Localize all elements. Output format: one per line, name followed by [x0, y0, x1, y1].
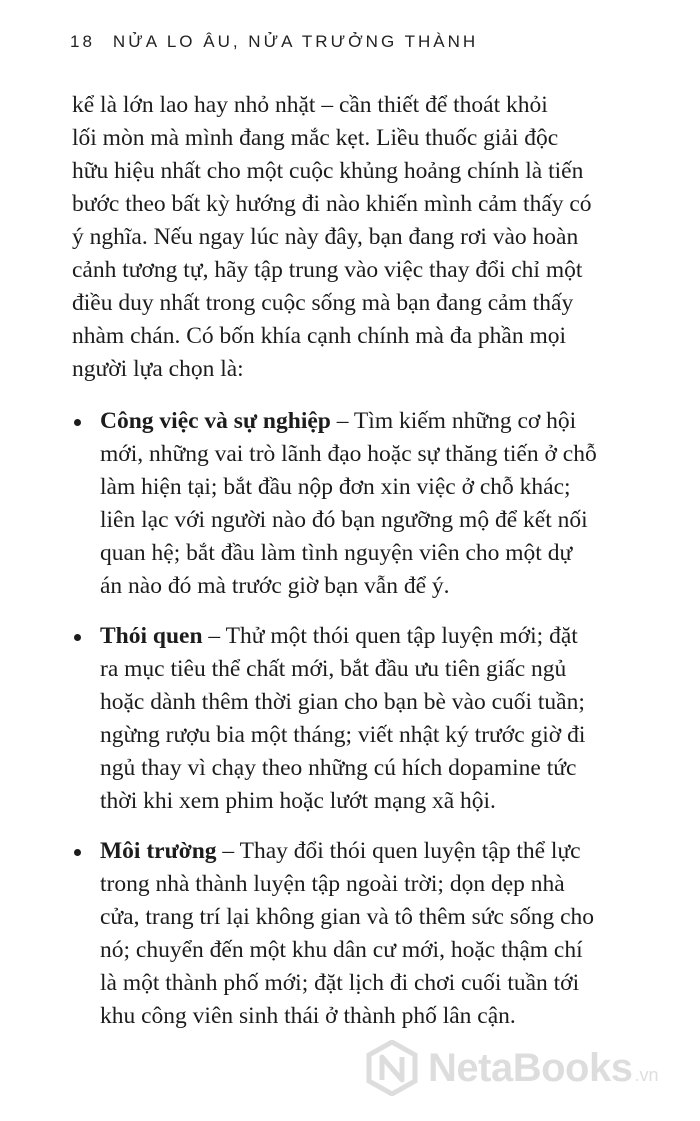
text-line: khu công viên sinh thái ở thành phố lân cận. — [100, 1003, 516, 1029]
netabooks-logo-icon — [364, 1040, 420, 1096]
text-line: mới, những vai trò lãnh đạo hoặc sự thăng tiến ở chỗ — [100, 441, 597, 467]
text-line: cửa, trang trí lại không gian và tô thêm sức sống cho — [100, 904, 595, 930]
running-title: NỬA LO ÂU, NỬA TRƯỞNG THÀNH — [112, 32, 479, 51]
text-line: trong nhà thành luyện tập ngoài trời; dọn dẹp nhà — [100, 871, 565, 897]
bullet-item-career — [72, 406, 657, 601]
text-line: là một thành phố mới; đặt lịch đi chơi cuối tuần tới — [100, 970, 580, 996]
bullet-list — [72, 406, 657, 1031]
bullet-dot-icon — [74, 849, 81, 856]
text-line: quan hệ; bắt đầu làm tình nguyện viên cho một dự — [100, 540, 573, 566]
bullet-dot-icon — [74, 419, 81, 426]
text-line: lối mòn mà mình đang mắc kẹt. Liều thuốc giải độc — [72, 125, 559, 151]
text-line: liên lạc với người nào đó bạn ngưỡng mộ để kết nối — [100, 507, 588, 533]
text-line: án nào đó mà trước giờ bạn vẫn để ý. — [100, 573, 450, 599]
text-line: bước theo bất kỳ hướng đi nào khiến mình cảm thấy có — [72, 191, 592, 217]
bullet-first-line — [100, 836, 657, 866]
watermark-suffix: .vn — [634, 1064, 659, 1085]
bullet-item-habits — [72, 621, 657, 816]
text-line: cảnh tương tự, hãy tập trung vào việc thay đổi chỉ một — [72, 257, 583, 283]
bullet-term: Môi trường — [100, 838, 217, 864]
bullet-term: Thói quen — [100, 623, 203, 649]
page-number: 18 — [70, 32, 95, 51]
watermark — [364, 1040, 658, 1096]
bullet-rest: – Thay đổi thói quen luyện tập thể lực — [216, 838, 581, 864]
bullet-term: Công việc và sự nghiệp — [100, 408, 331, 434]
text-line: ngủ thay vì chạy theo những cú hích dopamine tức — [100, 755, 577, 781]
bullet-rest: – Tìm kiếm những cơ hội — [330, 408, 577, 434]
text-line: kể là lớn lao hay nhỏ nhặt – cần thiết để thoát khỏi — [72, 92, 548, 118]
text-line: ngừng rượu bia một tháng; viết nhật ký trước giờ đi — [100, 722, 586, 748]
bullet-rest: – Thử một thói quen tập luyện mới; đặt — [202, 623, 578, 649]
intro-paragraph — [72, 90, 657, 384]
bullet-dot-icon — [74, 634, 81, 641]
text-line: ý nghĩa. Nếu ngay lúc này đây, bạn đang rơi vào hoàn — [72, 224, 579, 250]
text-line: người lựa chọn là: — [72, 356, 244, 382]
bullet-first-line — [100, 621, 657, 651]
running-header — [70, 32, 478, 52]
text-line: thời khi xem phim hoặc lướt mạng xã hội. — [100, 788, 496, 814]
text-line: hữu hiệu nhất cho một cuộc khủng hoảng chính là tiến — [72, 158, 584, 184]
text-line: ra mục tiêu thể chất mới, bắt đầu ưu tiên giấc ngủ — [100, 656, 567, 682]
page-body — [72, 90, 657, 1051]
text-line: hoặc dành thêm thời gian cho bạn bè vào cuối tuần; — [100, 689, 585, 715]
watermark-brand: NetaBooks — [428, 1045, 633, 1090]
text-line: nó; chuyển đến một khu dân cư mới, hoặc thậm chí — [100, 937, 583, 963]
bullet-item-environment — [72, 836, 657, 1031]
text-line: làm hiện tại; bắt đầu nộp đơn xin việc ở chỗ khác; — [100, 474, 571, 500]
bullet-first-line — [100, 406, 657, 436]
text-line: điều duy nhất trong cuộc sống mà bạn đang cảm thấy — [72, 290, 574, 316]
text-line: nhàm chán. Có bốn khía cạnh chính mà đa phần mọi — [72, 323, 567, 349]
